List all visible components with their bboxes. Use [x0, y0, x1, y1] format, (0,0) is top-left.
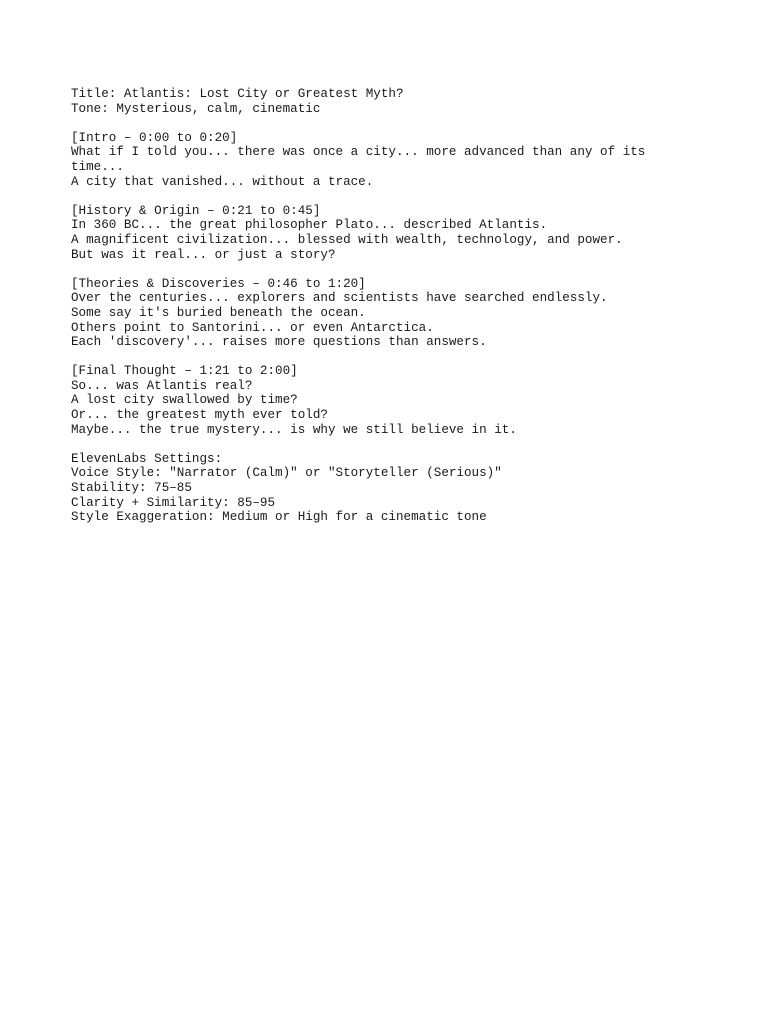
script-line: time...: [71, 159, 124, 174]
spacer: [71, 437, 711, 452]
section-heading: [History & Origin – 0:21 to 0:45]: [71, 203, 321, 218]
section-heading: [Final Thought – 1:21 to 2:00]: [71, 364, 298, 379]
script-line: So... was Atlantis real?: [71, 378, 253, 393]
script-line: Each 'discovery'... raises more questions than answers.: [71, 335, 487, 350]
script-line: A city that vanished... without a trace.: [71, 174, 374, 189]
script-line: In 360 BC... the great philosopher Plato... described Atlantis.: [71, 218, 548, 233]
section-final-thought: [71, 364, 711, 437]
script-line: What if I told you... there was once a city... more advanced than any of its: [71, 145, 646, 160]
script-line: Others point to Santorini... or even Antarctica.: [71, 320, 434, 335]
spacer: [71, 116, 711, 131]
settings-heading: ElevenLabs Settings:: [71, 451, 223, 466]
script-line: Over the centuries... explorers and scientists have searched endlessly.: [71, 291, 608, 306]
document-tone: Tone: Mysterious, calm, cinematic: [71, 101, 321, 116]
settings-line: Clarity + Similarity: 85–95: [71, 495, 276, 510]
spacer: [71, 189, 711, 204]
script-line: But was it real... or just a story?: [71, 247, 336, 262]
script-line: Some say it's buried beneath the ocean.: [71, 305, 366, 320]
script-line: A magnificent civilization... blessed with wealth, technology, and power.: [71, 232, 623, 247]
settings-line: Stability: 75–85: [71, 481, 192, 496]
section-history-origin: [71, 204, 711, 262]
settings-line: Style Exaggeration: Medium or High for a cinematic tone: [71, 510, 487, 525]
document-page: [71, 87, 711, 525]
section-heading: [Theories & Discoveries – 0:46 to 1:20]: [71, 276, 366, 291]
settings-line: Voice Style: "Narrator (Calm)" or "Storyteller (Serious)": [71, 466, 502, 481]
spacer: [71, 350, 711, 365]
section-intro: [71, 131, 711, 189]
script-line: Or... the greatest myth ever told?: [71, 408, 328, 423]
section-heading: [Intro – 0:00 to 0:20]: [71, 130, 238, 145]
section-elevenlabs-settings: [71, 452, 711, 525]
document-title: Title: Atlantis: Lost City or Greatest Myth?: [71, 87, 404, 101]
script-line: A lost city swallowed by time?: [71, 393, 298, 408]
section-theories-discoveries: [71, 277, 711, 350]
script-line: Maybe... the true mystery... is why we still believe in it.: [71, 422, 517, 437]
spacer: [71, 262, 711, 277]
